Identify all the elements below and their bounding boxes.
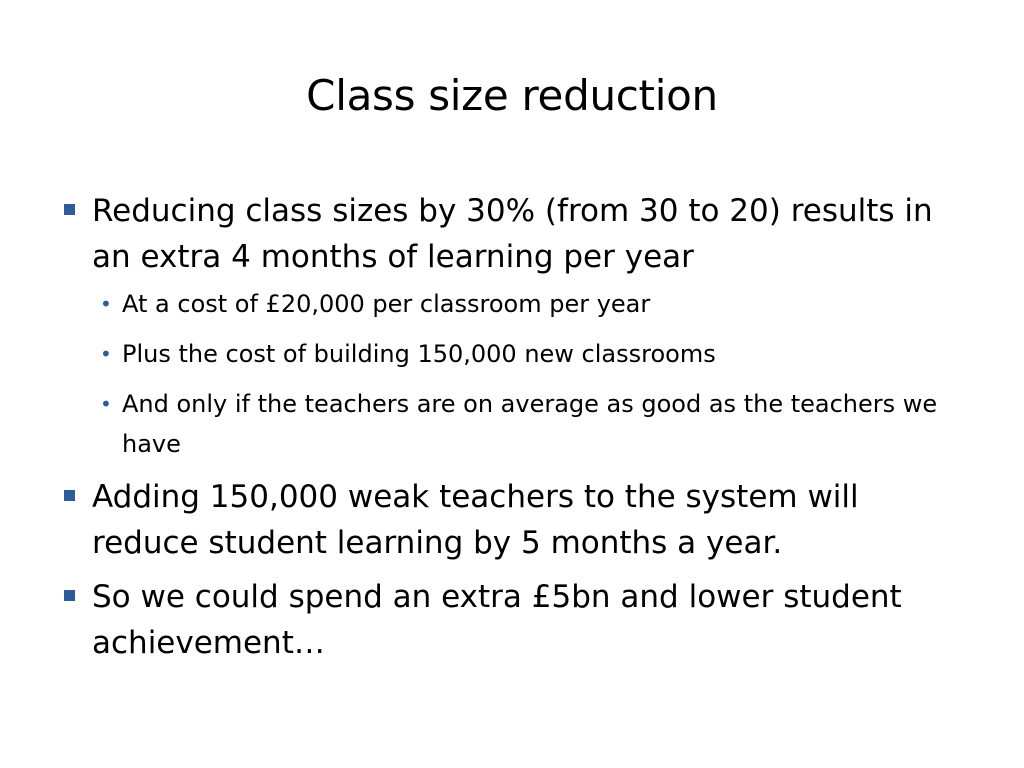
sub-bullet-text: Plus the cost of building 150,000 new classrooms <box>122 340 716 368</box>
round-bullet-icon: • <box>100 392 112 416</box>
sub-bullet-text: At a cost of £20,000 per classroom per year <box>122 290 651 318</box>
square-bullet-icon <box>64 590 75 601</box>
round-bullet-icon: • <box>100 342 112 366</box>
bullet-text: Adding 150,000 weak teachers to the system will reduce student learning by 5 months a year. <box>92 479 859 561</box>
bullet-item <box>62 574 962 666</box>
sub-bullet-item <box>92 284 962 324</box>
bullet-item <box>62 474 962 566</box>
sub-bullet-item <box>92 384 962 464</box>
bullet-text: So we could spend an extra £5bn and lower student achievement… <box>92 579 902 661</box>
square-bullet-icon <box>64 490 75 501</box>
slide-title: Class size reduction <box>306 71 718 120</box>
sub-bullet-text: And only if the teachers are on average as good as the teachers we have <box>122 390 938 458</box>
slide-body <box>62 188 962 674</box>
bullet-item <box>62 188 962 464</box>
sub-bullet-item <box>92 334 962 374</box>
square-bullet-icon <box>64 204 75 215</box>
sub-bullet-list <box>92 284 962 464</box>
bullet-text: Reducing class sizes by 30% (from 30 to 20) results in an extra 4 months of learning per year <box>92 193 933 275</box>
round-bullet-icon: • <box>100 292 112 316</box>
